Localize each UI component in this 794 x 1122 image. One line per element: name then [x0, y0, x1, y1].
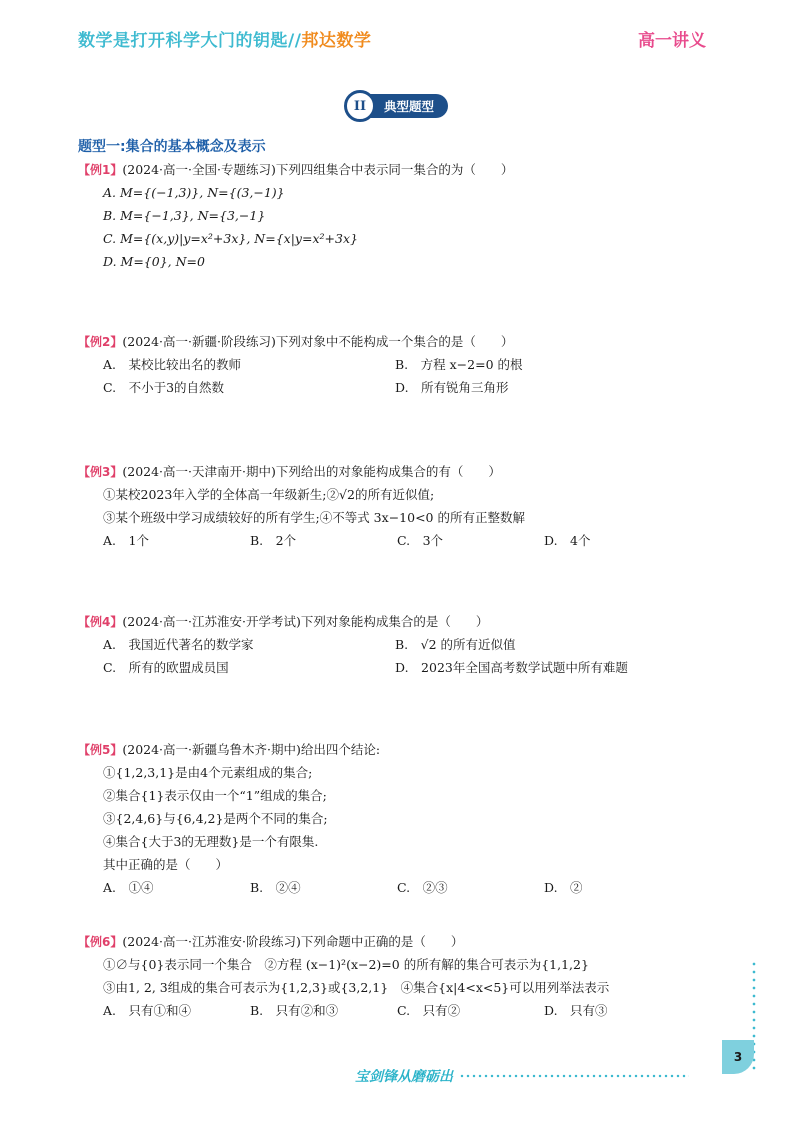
- problem-stem: [78, 610, 718, 633]
- option-d: D. 2023年全国高考数学试题中所有难题: [395, 660, 628, 675]
- footer-motto: 宝剑锋从磨砺出: [355, 1069, 453, 1085]
- problem-2: [78, 330, 718, 399]
- problem-tag: 【例3】: [78, 465, 123, 479]
- option-b: B. 2个: [250, 533, 297, 548]
- option-row: [78, 999, 718, 1022]
- page-header: [0, 24, 794, 54]
- problem-1: [78, 158, 718, 273]
- problem-stem-text: (2024·高一·全国·专题练习)下列四组集合中表示同一集合的为（ ）: [122, 162, 514, 177]
- option-b: B. 只有②和③: [250, 1003, 339, 1018]
- problem-tag: 【例1】: [78, 163, 123, 177]
- statement-line: ①∅与{0}表示同一个集合 ②方程 (x−1)²(x−2)=0 的所有解的集合可表示为{1,1,2}: [103, 957, 589, 972]
- statement-line: 其中正确的是（ ）: [103, 857, 229, 872]
- option-d: D. 所有锐角三角形: [395, 380, 509, 395]
- option-b: B. ②④: [250, 880, 301, 895]
- problem-stem: [78, 330, 718, 353]
- option-row: [78, 353, 718, 376]
- option-c: C. 不小于3的自然数: [103, 380, 225, 395]
- option-row: [78, 376, 718, 399]
- problem-4: [78, 610, 718, 679]
- section-badge: [344, 93, 448, 119]
- section-title: 题型一:集合的基本概念及表示: [78, 139, 266, 155]
- header-brand: 邦达数学: [301, 31, 372, 51]
- problem-stem: [78, 930, 718, 953]
- statement-line: ③由1, 2, 3组成的集合可表示为{1,2,3}或{3,2,1} ④集合{x|4<x<5}可以用列举法表示: [103, 980, 610, 995]
- option-a: A. ①④: [103, 880, 154, 895]
- header-course-title: 高一讲义: [638, 31, 706, 51]
- page-number: 3: [722, 1040, 754, 1074]
- option-a: A. 1个: [103, 533, 149, 548]
- page-footer: [355, 1066, 689, 1086]
- problem-stem-text: (2024·高一·新疆·阶段练习)下列对象中不能构成一个集合的是（ ）: [122, 334, 514, 349]
- option-c: C. M={(x,y)|y=x²+3x}, N={x|y=x²+3x}: [103, 231, 358, 246]
- statement-line: ②集合{1}表示仅由一个“1”组成的集合;: [103, 788, 327, 803]
- option-c: C. 只有②: [397, 1003, 461, 1018]
- problem-stem: [78, 738, 718, 761]
- option-b: B. 方程 x−2=0 的根: [395, 357, 523, 372]
- option-row: [78, 529, 718, 552]
- statement-line: ①{1,2,3,1}是由4个元素组成的集合;: [103, 765, 313, 780]
- statement-line: ④集合{大于3的无理数}是一个有限集.: [103, 834, 319, 849]
- statement-line: ①某校2023年入学的全体高一年级新生;②√2的所有近似值;: [103, 487, 435, 502]
- footer-dot-line: [459, 1074, 689, 1078]
- problem-tag: 【例5】: [78, 743, 123, 757]
- problem-stem-text: (2024·高一·江苏淮安·阶段练习)下列命题中正确的是（ ）: [122, 934, 464, 949]
- problem-tag: 【例6】: [78, 935, 123, 949]
- option-c: C. ②③: [397, 880, 448, 895]
- option-row: [78, 633, 718, 656]
- header-slogan: [78, 26, 371, 51]
- problem-stem-text: (2024·高一·江苏淮安·开学考试)下列对象能构成集合的是（ ）: [122, 614, 489, 629]
- badge-number: II: [344, 90, 376, 122]
- badge-label: 典型题型: [366, 94, 448, 118]
- option-a: A. M={(−1,3)}, N={(3,−1)}: [103, 185, 285, 200]
- option-c: C. 所有的欧盟成员国: [103, 660, 229, 675]
- problem-3: [78, 460, 718, 552]
- problem-5: [78, 738, 718, 899]
- option-a: A. 只有①和④: [103, 1003, 192, 1018]
- option-c: C. 3个: [397, 533, 444, 548]
- option-d: D. M={0}, N=0: [103, 254, 205, 269]
- option-d: D. 4个: [544, 533, 591, 548]
- option-a: A. 某校比较出名的教师: [103, 357, 242, 372]
- option-b: B. √2 的所有近似值: [395, 637, 516, 652]
- option-d: D. ②: [544, 880, 583, 895]
- option-b: B. M={−1,3}, N={3,−1}: [103, 208, 266, 223]
- problem-stem: [78, 460, 718, 483]
- statement-line: ③{2,4,6}与{6,4,2}是两个不同的集合;: [103, 811, 328, 826]
- problem-stem-text: (2024·高一·新疆乌鲁木齐·期中)给出四个结论:: [122, 742, 381, 757]
- option-d: D. 只有③: [544, 1003, 608, 1018]
- header-slogan-main: 数学是打开科学大门的钥匙//: [78, 31, 302, 51]
- problem-stem-text: (2024·高一·天津南开·期中)下列给出的对象能构成集合的有（ ）: [122, 464, 501, 479]
- option-a: A. 我国近代著名的数学家: [103, 637, 254, 652]
- statement-line: ③某个班级中学习成绩较好的所有学生;④不等式 3x−10<0 的所有正整数解: [103, 510, 525, 525]
- problem-tag: 【例4】: [78, 615, 123, 629]
- problem-6: [78, 930, 718, 1022]
- option-row: [78, 656, 718, 679]
- option-row: [78, 876, 718, 899]
- problem-stem: [78, 158, 718, 181]
- problem-tag: 【例2】: [78, 335, 123, 349]
